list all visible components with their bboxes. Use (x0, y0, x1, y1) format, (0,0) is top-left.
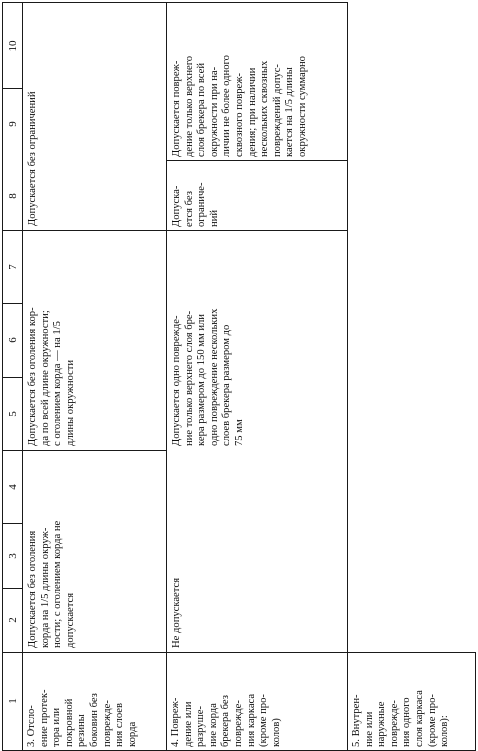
col-number-3: 3 (7, 553, 19, 559)
row-3-col-5-7 (23, 231, 166, 450)
row-4-col-8 (167, 161, 347, 230)
row-4-col-2-4-text: Не допускается (171, 577, 182, 648)
row-3-col-5-7-text: Допускается без оголения кор- да по всей длине окружности; с оголением корда — на 1/5 длины окружности (27, 307, 76, 446)
row-4-col-8-text: Допуска- ется без ограниче- ний (171, 182, 220, 227)
row-3-col-2-4 (23, 451, 166, 652)
row-5-col-1 (348, 653, 475, 750)
col-number-2: 2 (7, 617, 19, 623)
row-4-col-2-4 (167, 451, 347, 652)
row-3-col-2-4-text: Допускается без оголения корда на 1/5 длины окруж- ности; с оголением корда не допускается (27, 520, 76, 648)
col-number-7: 7 (7, 264, 19, 270)
row-3-col-8-10 (23, 3, 166, 230)
col-number-1: 1 (7, 698, 19, 704)
row-3-col-1 (23, 653, 166, 750)
row-4-col-9-10 (167, 3, 347, 160)
row-4-col-9-10-text: Допускается повреж- дение только верхнего слоя брекера по всей окружности при на- личии не более одного сквозного повреж- дения; при наличии нескольких сквозных повреждений допус- кается на 1/5 длины окружности суммарно (171, 55, 308, 157)
row-4-col-5-7-text: Допускается одно поврежде- ние только верхнего слоя бре- кера размером до 150 мм или одно повреждение нескольких слоев брекера размером до 75 мм (171, 308, 245, 446)
row-4-col-1-text: 4. Повреж- дение или разруше- ние корда брекера без поврежде- ния каркаса (кроме про- колов) (170, 693, 282, 747)
row-4-col-1 (167, 653, 347, 750)
col-number-4: 4 (7, 484, 19, 490)
col-number-10: 10 (7, 40, 19, 52)
col-number-5: 5 (7, 411, 19, 417)
row-5-col-1-text: 5. Внутрен- ние или наружные поврежде- ния одного слоя каркаса (кроме про- колов): (351, 690, 451, 747)
row-3-col-8-10-text: Допускается без ограничений (27, 91, 38, 226)
col-number-8: 8 (7, 193, 19, 199)
col-number-9: 9 (7, 121, 19, 127)
row-4-col-5-7 (167, 231, 347, 450)
row-3-col-1-text: 3. Отсло- ение протек- тора или покровной резины боковин без поврежде- ния слоев корда (26, 689, 138, 747)
col-number-6: 6 (7, 337, 19, 343)
